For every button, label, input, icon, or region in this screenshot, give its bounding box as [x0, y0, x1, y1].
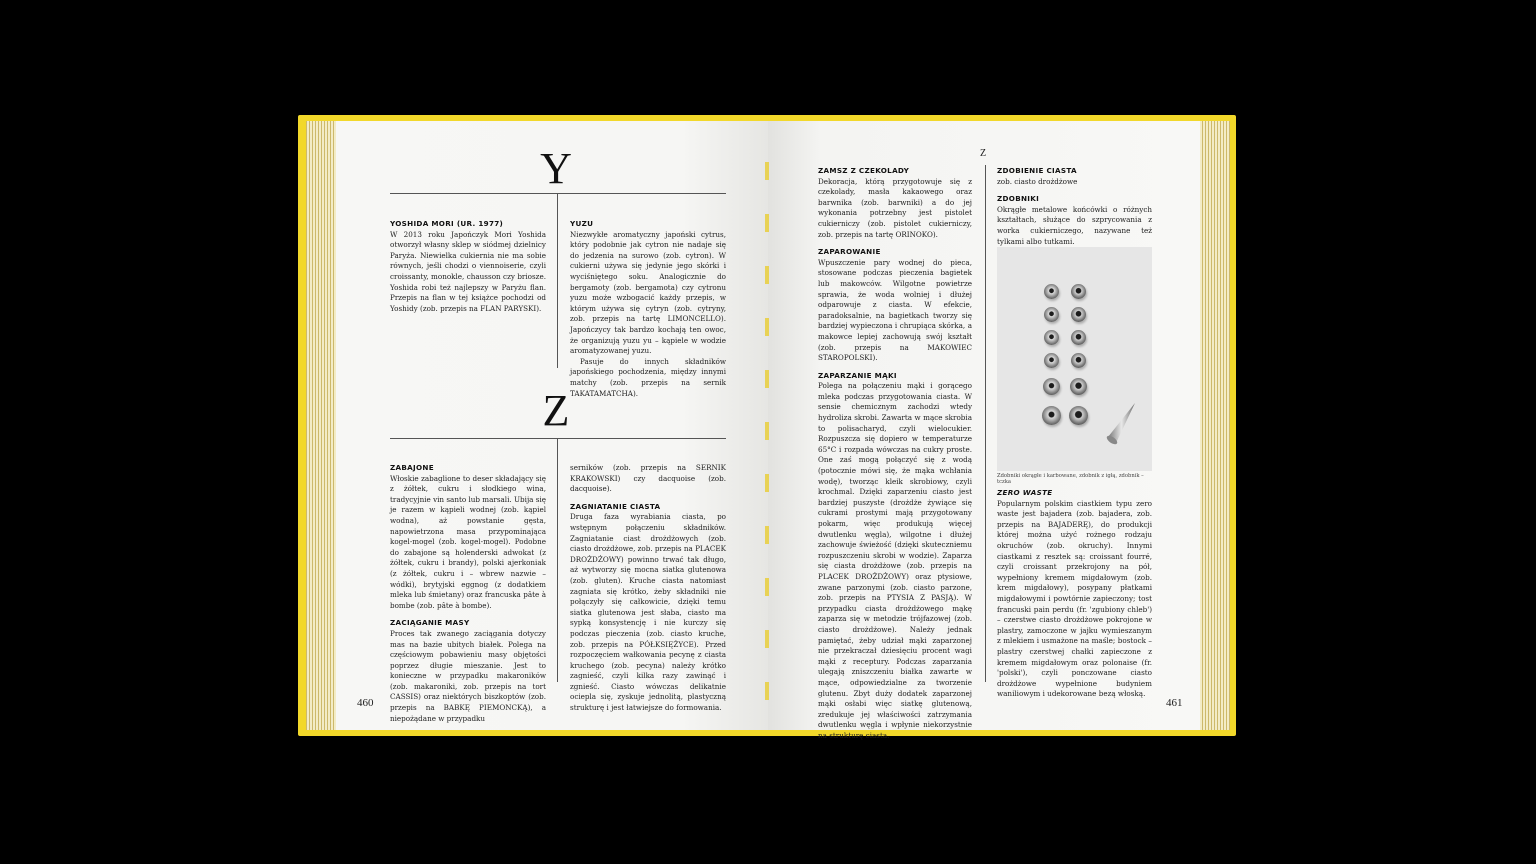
entry-heading: YOSHIDA MORI (UR. 1977)	[390, 219, 504, 228]
needle-tip-icon	[1101, 399, 1141, 449]
entry-text: Polega na połączeniu mąki i gorącego mleka podczas przygotowania ciasta. W sensie chemicznym zachodzi wtedy hydroliza skrobi. Zawarta w mące skrobia to polisacharyd, czyli wielocukier. Rozpuszcza się dopiero w temperaturze 65°C i rozpada wówczas na cukry proste. One zaś mogą połączyć się z wodą (potocznie mówi się, że mąka wchłania wodę), tworząc kleik skrobiowy, czyli krochmal. Dzięki zaparzeniu ciasto jest bardziej puszyste (drożdże żywiące się cukrami prostymi mają przygotowany pokarm, więc produkują więcej dwutlenku węgla), wilgotne i dłużej zachowuje świeżość (dzięki skuteczniemu rozpuszczeniu skrobi w wodzie). Zaparza się ciasta drożdżowe (zob. przepis na PLACEK DROŻDŻOWY) oraz ptysiowe, zwane parzonymi (zob. ciasto parzone, zob. przepis na PTYSIA Z PASJĄ). W przypadku ciasta drożdżowego mąkę zaparza się w metodzie trójfazowej (zob. ciasto drożdżowe). Należy jednak pamiętać, żeby udział mąki zaparzonej nie przekraczał dziesięciu procent wagi mąki z receptury. Podczas zaparzania ulegają zniszczeniu białka zawarte w mące, odpowiedzialne za tworzenie glutenu. Zbyt duży dodatek zaparzonej mąki osłabi więc siatkę glutenową, zredukuje jej właściwości zatrzymania dwutlenku węgla i wpłynie niekorzystnie na strukturę ciasta.	[818, 381, 972, 740]
entries-z-col1	[390, 463, 546, 724]
piping-tip	[1070, 378, 1087, 395]
entries-right-col1	[818, 166, 972, 741]
entry-heading: ZAPAROWANIE	[818, 247, 881, 257]
entry-text: Popularnym polskim ciastkiem typu zero waste jest bajadera (zob. bajadera, zob. przepis na BAJADERĘ), do produkcji której można użyć rożnego rodzaju okruchów (zob. okruchy). Innymi ciastkami z resztek są: croissant fourré, czyli croissant przekrojony na pół, wypełniony kremem migdałowym (zob. krem migdałowy), posypany płatkami migdałowymi i powtórnie zapieczony; tost francuski pain perdu (fr. 'zgubiony chleb') – czerstwe ciasto drożdżowe pokrojone w plastry, zamoczone w jajku wymieszanym z mlekiem i usmażone na maśle; bostock – plastry czerstwej chałki zapieczone z kremem migdałowym oraz polonaise (fr. 'polski'), czyli ponczowane ciasto drożdżowe wypełnione budyniem waniliowym i udekorowane bezą włoską.	[997, 498, 1152, 699]
piping-tip	[1044, 307, 1059, 322]
divider-y	[390, 193, 726, 194]
entry-text: Proces tak zwanego zaciągania dotyczy mas na bazie ubitych białek. Polega na częściowym pobawieniu masy objętości poprzez długie mieszanie. Jest to konieczne w przypadku makaroników (zob. makaroniki, zob. przepis na tort CASSIS) oraz niektórych biszkoptów (zob. przepis na BABKĘ PIEMONCKĄ), a niepożądane w przypadku	[390, 628, 546, 723]
entry-text: zob. ciasto drożdżowe	[997, 176, 1078, 186]
entries-y-col2	[570, 219, 726, 399]
column-divider-right	[985, 165, 986, 682]
piping-tip	[1071, 353, 1086, 368]
entry-text: W 2013 roku Japończyk Mori Yoshida otworzył własny sklep w siódmej dzielnicy Paryża. Niewielka cukiernia nie ma sobie równych, jeśli chodzi o viennoiserie, czyli croissanty, monokle, chausson czy briosze. Yoshida robi też najlepszy w Paryżu flan. Przepis na flan w tej książce pochodzi od Yoshidy (zob. przepis na FLAN PARYSKI).	[390, 229, 546, 313]
entry-heading: ZAPARZANIE MĄKI	[818, 370, 897, 380]
entry-text: serników (zob. przepis na SERNIK KRAKOWSKI) czy dacquoise (zob. dacquoise).	[570, 463, 726, 494]
entry-heading: ZAGNIATANIE CIASTA	[570, 501, 661, 511]
piping-tip	[1071, 330, 1086, 345]
page-number-left: 460	[357, 697, 374, 709]
entry-heading: ZDOBIENIE CIASTA	[997, 166, 1077, 175]
right-page	[768, 121, 1200, 740]
entry-text: Okrągłe metalowe końcówki o różnych kształtach, służące do szprycowania z worka cukierniczego, nazywane też tylkami albo tutkami.	[997, 204, 1152, 246]
entries-z-col2	[570, 463, 726, 714]
entry-text: Druga faza wyrabiania ciasta, po wstępnym połączeniu składników. Zagniatanie ciast drożdżowych (zob. ciasto drożdżowe, zob. przepis na PLACEK DROŻDŻOWY) powinno trwać tak długo, aż wytworzy się mocna siatka glutenowa (zob. gluten). Kruche ciasta natomiast zagniata się krótko, żeby składniki nie połączyły się całkowicie, dzięki temu siatka glutenowa jest słaba, ciasto ma sypką konsystencję i nie kurczy się podczas pieczenia (zob. ciasto kruche, zob. przepis na PÓŁKSIĘŻYCE). Przed rozpoczęciem wałkowania pecynę z ciasta kruchego (zob. pecyna) należy krótko zagnieść, czyli kilka razy zawinąć i zgnieść. Ciasto wówczas delikatnie ociepla się, zyskuje jednolitą, plastyczną strukturę i jest łatwiejsze do formowania.	[570, 512, 726, 713]
piping-tip	[1042, 406, 1061, 425]
section-letter-z: Z	[542, 386, 570, 435]
section-letter-y: Y	[540, 144, 572, 193]
piping-tip	[1069, 406, 1088, 425]
piping-tip	[1043, 378, 1060, 395]
column-divider-z	[557, 438, 558, 682]
entry-heading: ZERO WASTE	[997, 488, 1053, 497]
entry-text: Dekoracja, którą przygotowuje się z czekolady, masła kakaowego oraz barwnika (zob. barwniki) a do jej wykonania potrzebny jest pistolet cukierniczy (zob. pistolet cukierniczy, zob. przepis na tartę ORINOKO).	[818, 176, 972, 239]
running-head: Z	[980, 148, 987, 159]
entry-text-continued: Pasuje do innych składników japońskiego pochodzenia, między innymi matchy (zob. przepis na sernik TAKATAMATCHA).	[570, 356, 726, 398]
entry-text: Włoskie zabaglione to deser składający się z żółtek, cukru i słodkiego wina, tradycyjnie vin santo lub marsali. Ubija się je razem w kąpieli wodnej (zob. kąpiel wodna), aż powstanie gęsta, napowietrzona masa przypominająca kogel-mogel (zob. kogel-mogel). Podobne do zabajone są holenderski adwokat (z żółtek, cukru i brandy), polski ajerkoniak (z żółtek, cukru i – wbrew nazwie – wódki), brytyjski eggnog (z dodatkiem mleka lub śmietany) oraz francuska pâte à bombe (zob. pâte à bombe).	[390, 473, 546, 610]
page-number-right: 461	[1166, 697, 1183, 709]
entry-heading: ZABAJONE	[390, 463, 434, 472]
entry-heading: YUZU	[570, 219, 594, 228]
entry-text: Wpuszczenie pary wodnej do pieca, stosowane podczas pieczenia bagietek lub makowców. Wilgotne powietrze sprawia, że woda wolniej i dłużej odparowuje z ciasta. W efekcie, paradoksalnie, na bagietkach tworzy się bardziej wypieczona i chrupiąca skórka, a makowce lepiej zachowują swój kształt (zob. przepis na MAKOWIEC STAROPOLSKI).	[818, 257, 972, 363]
left-page	[336, 121, 768, 730]
piping-tip	[1071, 284, 1086, 299]
page-edges-left	[306, 121, 336, 730]
entry-heading: ZDOBNIKI	[997, 194, 1040, 204]
entry-text: Niezwykłe aromatyczny japoński cytrus, który podobnie jak cytron nie nadaje się do jedzenia na surowo (zob. cytron). W cukierni używa się jedynie jego skórki i wyciśniętego soku. Analogicznie do bergamoty (zob. bergamota) czy cytronu yuzu może wzbogacić każdy przepis, w którym używa się cytryn (zob. cytryny, zob. przepis na tartę LIMONCELLO). Japończycy tak bardzo kochają ten owoc, że organizują yuzu yu – kąpiele w wodzie aromatyzowanej yuzu.	[570, 229, 726, 356]
entries-right-col2-bottom	[997, 488, 1152, 700]
piping-tips-photo	[997, 247, 1152, 471]
spine-shading	[765, 140, 769, 700]
photo-caption: Zdobniki okrągłe i karbowane, zdobnik z igłą, zdobnik – tczka	[997, 473, 1144, 485]
divider-z	[390, 438, 726, 439]
piping-tip	[1071, 307, 1086, 322]
entries-right-col2-top	[997, 166, 1152, 247]
piping-tip	[1044, 353, 1059, 368]
piping-tip	[1044, 330, 1059, 345]
page-edges-right	[1200, 121, 1230, 730]
piping-tip	[1044, 284, 1059, 299]
column-divider-y	[557, 193, 558, 368]
entry-heading: ZAMSZ Z CZEKOLADY	[818, 166, 910, 175]
entries-y-col1	[390, 219, 546, 314]
entry-heading: ZACIĄGANIE MASY	[390, 618, 470, 628]
